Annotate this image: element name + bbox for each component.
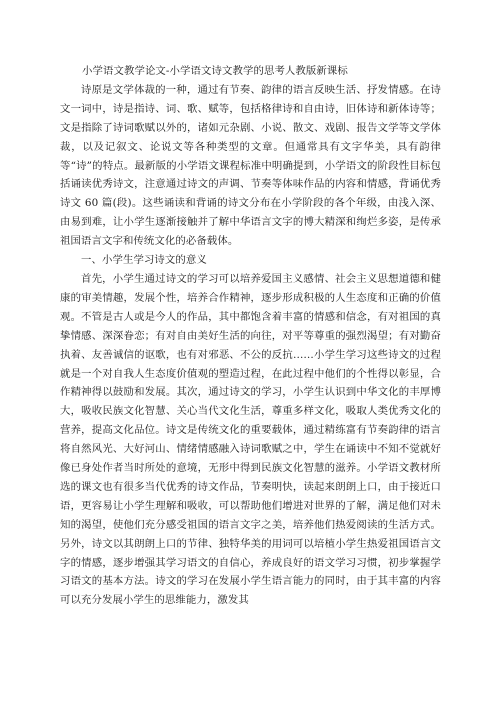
section-heading: 一、小学生学习诗文的意义 bbox=[81, 254, 207, 267]
intro-paragraph: 诗原是文学体裁的一种，通过有节奏、韵律的语言反映生活、抒发情感。在诗文一词中，诗是指诗、词、歌、赋等，包括格律诗和自由诗，旧体诗和新体诗等；文是指除了诗词歌赋以外的，诸如元杂剧、小说、散文、戏剧、报告文学等文学体裁，以及记叙文、论说文等各种类型的文章。但通常具有文字华美，具有韵律等“诗”的特点。最新版的小学语文课程标准中明确提到，小学语文的阶段性目标包括诵读优秀诗文，注意通过诗文的声调、节奏等体味作品的内容和情感，背诵优秀诗文 60 篇(段)。这些诵读和背诵的诗文分布在小学阶段的各个年级，由浅入深、由易到难，让小学生逐渐接触并了解中华语言文字的博大精深和绚烂多姿，是传承祖国语言文字和传统文化的必备载体。 bbox=[60, 83, 441, 248]
section-paragraph: 首先，小学生通过诗文的学习可以培养爱国主义感情、社会主义思想道德和健康的审美情趣，发展个性，培养合作精神，逐步形成积极的人生态度和正确的价值观。不管是古人或是今人的作品，其中都饱含着丰富的情感和信念，有对祖国的真挚情感、深深眷恋；有对自由美好生活的向往，对平等尊重的强烈渴望；有对勤奋执着、友善诚信的讴歌，也有对邪恶、不公的反抗……小学生学习这些诗文的过程就是一个对自我人生态度价值观的塑造过程，在此过程中他们的个性得以彰显，合作精神得以鼓励和发展。其次，通过诗文的学习，小学生认识到中华文化的丰厚博大，吸收民族文化智慧、关心当代文化生活，尊重多样文化，吸取人类优秀文化的营养，提高文化品位。诗文是传统文化的重要载体，通过精练富有节奏韵律的语言将自然风光、大好河山、情绪情感融入诗词歌赋之中，学生在诵读中不知不觉就好像已身处作者当时所处的意境，无形中得到民族文化智慧的滋养。小学语文教材所选的课文也有很多当代优秀的诗文作品，节奏明快，读起来朗朗上口，由于接近口语，更容易让小学生理解和吸收，可以帮助他们增进对世界的了解，满足他们对未知的渴望，使他们充分感受祖国的语言文字之美，培养他们热爱阅读的生活方式。另外，诗文以其朗朗上口的节律、独特华美的用词可以培植小学生热爱祖国语言文字的情感，逐步增强其学习语文的自信心，养成良好的语文学习习惯，初步掌握学习语文的基本方法。诗文的学习在发展小学生语言能力的同时，由于其丰富的内容可以充分发展小学生的思维能力，激发其 bbox=[60, 272, 441, 607]
document-body bbox=[60, 62, 441, 610]
document-title: 小学语文教学论文-小学语文诗文教学的思考人教版新课标 bbox=[82, 65, 348, 77]
